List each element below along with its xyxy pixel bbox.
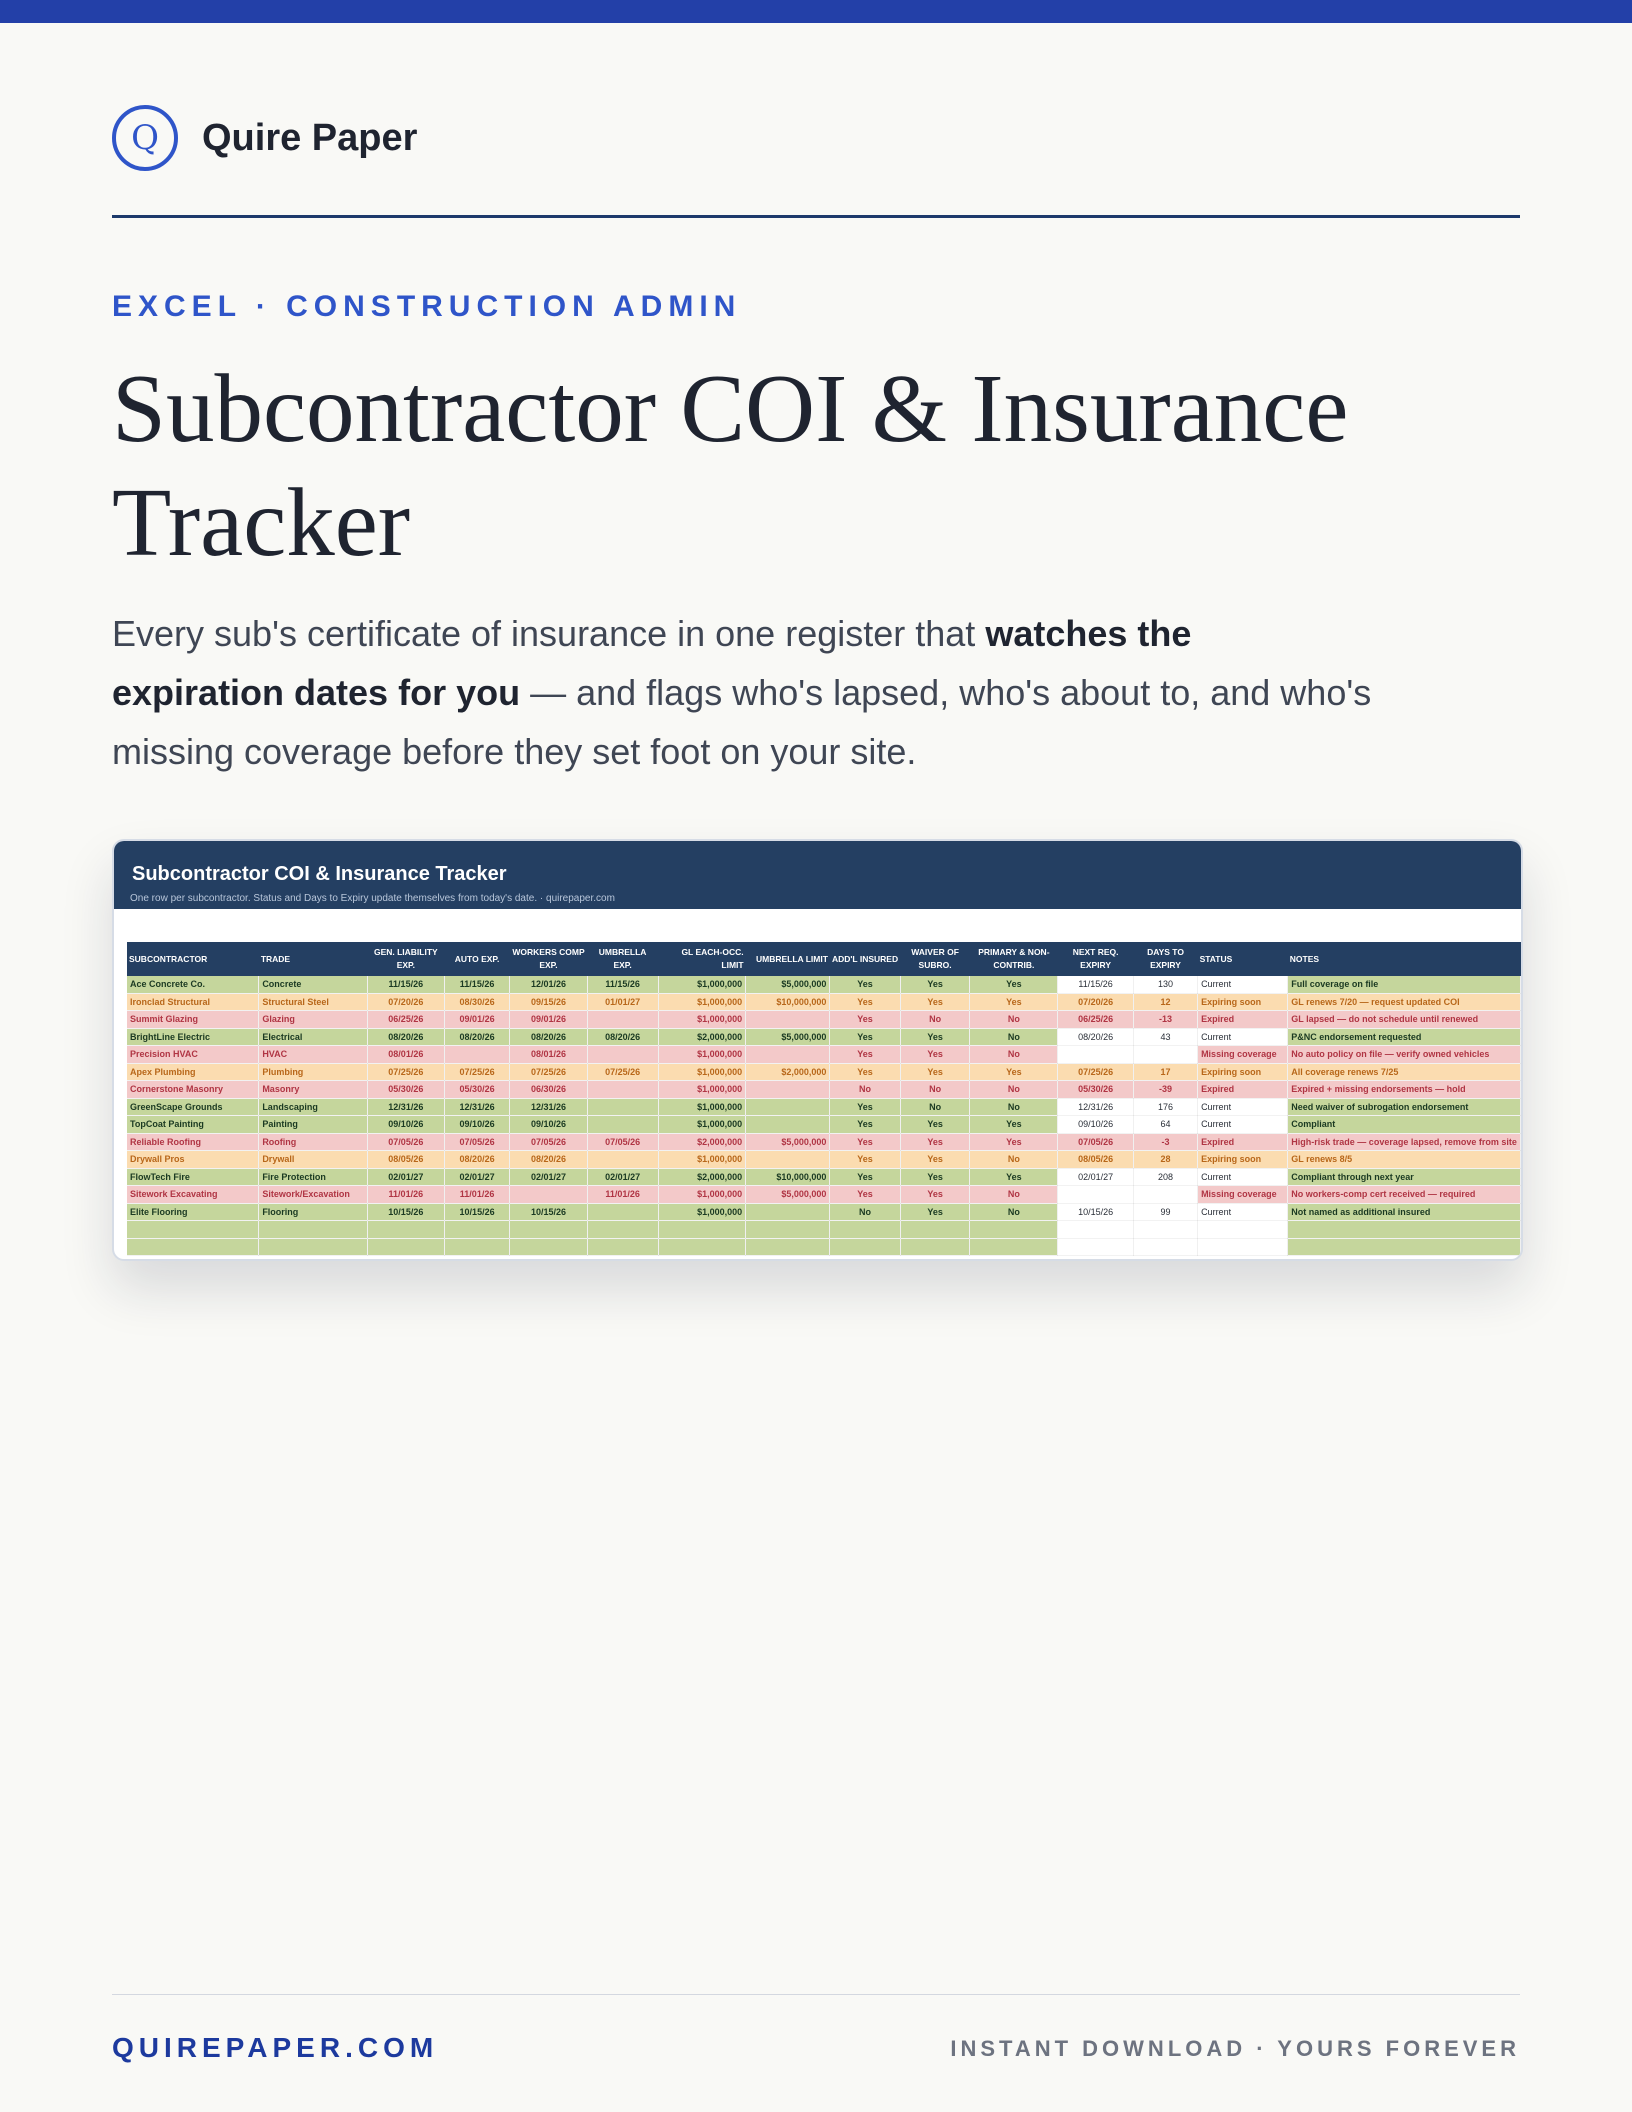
table-cell: $1,000,000 [658, 1081, 746, 1099]
table-cell [746, 1011, 830, 1029]
table-cell: Expiring soon [1198, 993, 1288, 1011]
table-body [127, 976, 1521, 1256]
table-cell: Yes [830, 1046, 900, 1064]
footer-site-link[interactable]: QUIREPAPER.COM [112, 2032, 439, 2063]
table-cell: $10,000,000 [746, 993, 830, 1011]
table-cell: 07/05/26 [510, 1133, 587, 1151]
table-cell: $1,000,000 [658, 1186, 746, 1204]
table-cell: 07/05/26 [444, 1133, 510, 1151]
table-cell [1133, 1186, 1197, 1204]
table-cell: No workers-comp cert received — required [1288, 1186, 1521, 1204]
footer-tagline: INSTANT DOWNLOAD · YOURS FOREVER [950, 2036, 1520, 2061]
table-cell: No auto policy on file — verify owned vehicles [1288, 1046, 1521, 1064]
table-cell: 43 [1133, 1028, 1197, 1046]
table-cell: No [970, 1186, 1058, 1204]
table-cell: Expired [1198, 1081, 1288, 1099]
table-cell: Yes [830, 1151, 900, 1169]
table-cell: No [970, 1046, 1058, 1064]
lede-part1: Every sub's certificate of insurance in one register that [112, 613, 986, 654]
table-cell: Current [1198, 1168, 1288, 1186]
table-cell: 09/10/26 [444, 1116, 510, 1134]
table-cell: Apex Plumbing [127, 1063, 259, 1081]
table-cell [746, 1151, 830, 1169]
table-cell: Painting [259, 1116, 368, 1134]
lede-paragraph [112, 604, 1372, 781]
table-cell: 02/01/27 [1058, 1168, 1134, 1186]
table-cell: 28 [1133, 1151, 1197, 1169]
table-cell: 10/15/26 [367, 1203, 444, 1221]
table-row [127, 976, 1521, 993]
table-cell: Yes [830, 1011, 900, 1029]
table-cell: 07/05/26 [367, 1133, 444, 1151]
table-cell: Plumbing [259, 1063, 368, 1081]
table-cell: 08/01/26 [367, 1046, 444, 1064]
column-header: WORKERS COMP EXP. [510, 942, 587, 976]
table-cell: 09/10/26 [1058, 1116, 1134, 1134]
table-cell: 07/20/26 [367, 993, 444, 1011]
table-cell: $5,000,000 [746, 1028, 830, 1046]
table-cell: 08/30/26 [444, 993, 510, 1011]
table-cell: Yes [830, 1116, 900, 1134]
table-cell: -13 [1133, 1011, 1197, 1029]
table-cell: $2,000,000 [658, 1133, 746, 1151]
table-cell: Current [1198, 1203, 1288, 1221]
table-cell: HVAC [259, 1046, 368, 1064]
table-cell: 07/25/26 [587, 1063, 658, 1081]
table-cell: 09/01/26 [444, 1011, 510, 1029]
table-cell: 11/01/26 [367, 1186, 444, 1204]
table-cell: Missing coverage [1198, 1186, 1288, 1204]
table-cell: No [830, 1081, 900, 1099]
table-cell: Expired [1198, 1133, 1288, 1151]
table-cell: 08/20/26 [444, 1028, 510, 1046]
table-cell: 07/05/26 [1058, 1133, 1134, 1151]
table-cell: Ace Concrete Co. [127, 976, 259, 993]
table-cell: 02/01/27 [587, 1168, 658, 1186]
table-row [127, 1151, 1521, 1169]
table-cell [1058, 1046, 1134, 1064]
table-row [127, 993, 1521, 1011]
table-cell: Reliable Roofing [127, 1133, 259, 1151]
table-cell: Current [1198, 1028, 1288, 1046]
table-cell: Expiring soon [1198, 1151, 1288, 1169]
table-cell: Compliant [1288, 1116, 1521, 1134]
empty-cell [367, 1221, 444, 1239]
table-cell: 02/01/27 [510, 1168, 587, 1186]
table-cell: 07/20/26 [1058, 993, 1134, 1011]
empty-cell [1198, 1221, 1288, 1239]
empty-cell [900, 1221, 970, 1239]
table-cell: 07/25/26 [510, 1063, 587, 1081]
column-header: STATUS [1198, 942, 1288, 976]
table-header [127, 942, 1521, 976]
table-cell: 11/15/26 [444, 976, 510, 993]
table-cell: Roofing [259, 1133, 368, 1151]
column-header: UMBRELLA LIMIT [746, 942, 830, 976]
empty-cell [510, 1238, 587, 1256]
table-cell: 08/05/26 [367, 1151, 444, 1169]
column-header: GL EACH-OCC. LIMIT [658, 942, 746, 976]
table-cell: Yes [900, 1133, 970, 1151]
table-cell: Yes [900, 1168, 970, 1186]
table-cell: $1,000,000 [658, 1011, 746, 1029]
table-cell: BrightLine Electric [127, 1028, 259, 1046]
table-cell [444, 1046, 510, 1064]
empty-cell [970, 1238, 1058, 1256]
brand-name: Quire Paper [202, 116, 418, 159]
table-cell: 130 [1133, 976, 1197, 993]
table-cell: $1,000,000 [658, 1203, 746, 1221]
table-cell: $2,000,000 [746, 1063, 830, 1081]
table-cell [587, 1098, 658, 1116]
empty-cell [1288, 1221, 1521, 1239]
table-cell: Sitework Excavating [127, 1186, 259, 1204]
table-cell: Current [1198, 976, 1288, 993]
table-row [127, 1116, 1521, 1134]
header-divider [112, 215, 1520, 218]
column-header: SUBCONTRACTOR [127, 942, 259, 976]
table-cell: $2,000,000 [658, 1028, 746, 1046]
table-cell: 07/25/26 [444, 1063, 510, 1081]
table-row [127, 1098, 1521, 1116]
empty-cell [1133, 1221, 1197, 1239]
table-row [127, 1168, 1521, 1186]
table-cell: Missing coverage [1198, 1046, 1288, 1064]
table-cell: Yes [900, 993, 970, 1011]
table-cell [587, 1116, 658, 1134]
lede-emphasis: watches the expiration dates for you [112, 613, 1192, 713]
table-cell: No [900, 1081, 970, 1099]
empty-cell [970, 1221, 1058, 1239]
table-cell: TopCoat Painting [127, 1116, 259, 1134]
table-cell: 06/30/26 [510, 1081, 587, 1099]
table-cell [1058, 1186, 1134, 1204]
table-cell: Yes [900, 1116, 970, 1134]
empty-cell [746, 1221, 830, 1239]
table-cell: 11/01/26 [587, 1186, 658, 1204]
table-cell: 05/30/26 [367, 1081, 444, 1099]
table-cell: No [970, 1081, 1058, 1099]
table-cell: 05/30/26 [1058, 1081, 1134, 1099]
table-row [127, 1133, 1521, 1151]
empty-cell [587, 1221, 658, 1239]
table-cell: No [970, 1011, 1058, 1029]
empty-cell [830, 1238, 900, 1256]
table-cell: Yes [970, 1116, 1058, 1134]
table-cell: 08/05/26 [1058, 1151, 1134, 1169]
table-cell: Yes [970, 1133, 1058, 1151]
table-row [127, 1081, 1521, 1099]
table-cell: 08/20/26 [510, 1028, 587, 1046]
table-cell: 09/10/26 [510, 1116, 587, 1134]
table-cell: Yes [830, 1186, 900, 1204]
column-header: GEN. LIABILITY EXP. [367, 942, 444, 976]
table-cell: 05/30/26 [444, 1081, 510, 1099]
table-cell: $1,000,000 [658, 993, 746, 1011]
table-cell: 08/20/26 [367, 1028, 444, 1046]
brand-logo-icon [112, 105, 178, 171]
empty-cell [127, 1221, 259, 1239]
table-cell [510, 1186, 587, 1204]
table-cell: 01/01/27 [587, 993, 658, 1011]
table-cell [587, 1081, 658, 1099]
table-cell: 08/20/26 [444, 1151, 510, 1169]
column-header: AUTO EXP. [444, 942, 510, 976]
table-cell: $5,000,000 [746, 1186, 830, 1204]
table-cell: 12/31/26 [444, 1098, 510, 1116]
empty-cell [1288, 1238, 1521, 1256]
table-cell: Elite Flooring [127, 1203, 259, 1221]
table-cell: 17 [1133, 1063, 1197, 1081]
table-cell: Need waiver of subrogation endorsement [1288, 1098, 1521, 1116]
table-cell: Yes [900, 1046, 970, 1064]
table-row [127, 1186, 1521, 1204]
table-cell [746, 1203, 830, 1221]
table-cell: $1,000,000 [658, 1116, 746, 1134]
table-cell: 176 [1133, 1098, 1197, 1116]
table-cell: 06/25/26 [367, 1011, 444, 1029]
table-cell: Yes [830, 1098, 900, 1116]
table-cell: Yes [970, 1168, 1058, 1186]
table-cell: 12/31/26 [510, 1098, 587, 1116]
table-cell: 11/15/26 [587, 976, 658, 993]
table-cell: 99 [1133, 1203, 1197, 1221]
table-cell: 10/15/26 [1058, 1203, 1134, 1221]
table-cell: FlowTech Fire [127, 1168, 259, 1186]
table-cell: Drywall [259, 1151, 368, 1169]
table-cell: Expiring soon [1198, 1063, 1288, 1081]
table-cell: $2,000,000 [658, 1168, 746, 1186]
table-cell: Yes [970, 993, 1058, 1011]
empty-cell [900, 1238, 970, 1256]
table-cell: Yes [900, 1151, 970, 1169]
table-cell: $5,000,000 [746, 976, 830, 993]
table-cell: 08/20/26 [1058, 1028, 1134, 1046]
table-cell: 12/31/26 [1058, 1098, 1134, 1116]
sheet-subtitle: One row per subcontractor. Status and Days to Expiry update themselves from today's date. · quirepaper.com [130, 893, 615, 904]
column-header: PRIMARY & NON-CONTRIB. [970, 942, 1058, 976]
empty-cell [658, 1238, 746, 1256]
table-cell: No [970, 1028, 1058, 1046]
table-cell: Yes [900, 1203, 970, 1221]
table-cell: Sitework/Excavation [259, 1186, 368, 1204]
column-header: UMBRELLA EXP. [587, 942, 658, 976]
table-cell: Yes [900, 1028, 970, 1046]
table-cell: GL lapsed — do not schedule until renewed [1288, 1011, 1521, 1029]
table-cell: -39 [1133, 1081, 1197, 1099]
table-cell: All coverage renews 7/25 [1288, 1063, 1521, 1081]
table-cell: 12/01/26 [510, 976, 587, 993]
table-cell: Drywall Pros [127, 1151, 259, 1169]
logo-letter: Q [131, 118, 159, 158]
table-cell: Concrete [259, 976, 368, 993]
table-cell: GL renews 8/5 [1288, 1151, 1521, 1169]
table-cell: Not named as additional insured [1288, 1203, 1521, 1221]
table-cell: Expired + missing endorsements — hold [1288, 1081, 1521, 1099]
table-cell: GL renews 7/20 — request updated COI [1288, 993, 1521, 1011]
table-cell: $1,000,000 [658, 976, 746, 993]
table-cell: Yes [970, 1063, 1058, 1081]
table-cell: Current [1198, 1116, 1288, 1134]
table-cell: 11/01/26 [444, 1186, 510, 1204]
table-cell: 08/01/26 [510, 1046, 587, 1064]
empty-cell [259, 1221, 368, 1239]
footer-divider [112, 1994, 1520, 1995]
table-cell: Structural Steel [259, 993, 368, 1011]
table-cell: Current [1198, 1098, 1288, 1116]
table-cell: High-risk trade — coverage lapsed, remove from site [1288, 1133, 1521, 1151]
table-cell: No [900, 1011, 970, 1029]
lede-part2: — and flags who's lapsed, who's about to, and who's missing coverage before they set foot on your site. [112, 672, 1372, 772]
table-cell: 07/25/26 [1058, 1063, 1134, 1081]
empty-row [127, 1221, 1521, 1239]
empty-cell [1198, 1238, 1288, 1256]
table-cell: 07/25/26 [367, 1063, 444, 1081]
column-header: DAYS TO EXPIRY [1133, 942, 1197, 976]
table-row [127, 1046, 1521, 1064]
table-cell: 09/15/26 [510, 993, 587, 1011]
table-cell: $1,000,000 [658, 1098, 746, 1116]
table-cell: 09/10/26 [367, 1116, 444, 1134]
table-cell: Yes [830, 993, 900, 1011]
empty-row [127, 1238, 1521, 1256]
sheet-title: Subcontractor COI & Insurance Tracker [132, 863, 507, 885]
tracker-table [127, 942, 1521, 1256]
empty-cell [259, 1238, 368, 1256]
table-cell: No [970, 1098, 1058, 1116]
table-cell: Fire Protection [259, 1168, 368, 1186]
table-cell: Precision HVAC [127, 1046, 259, 1064]
table-cell: No [830, 1203, 900, 1221]
table-cell: Yes [830, 1063, 900, 1081]
empty-cell [510, 1221, 587, 1239]
table-cell: Yes [970, 976, 1058, 993]
table-cell: 11/15/26 [1058, 976, 1134, 993]
table-cell: Masonry [259, 1081, 368, 1099]
table-cell: P&NC endorsement requested [1288, 1028, 1521, 1046]
empty-cell [658, 1221, 746, 1239]
table-cell: 64 [1133, 1116, 1197, 1134]
table-cell [1133, 1046, 1197, 1064]
table-cell [746, 1046, 830, 1064]
empty-cell [830, 1221, 900, 1239]
table-row [127, 1028, 1521, 1046]
table-cell: $1,000,000 [658, 1063, 746, 1081]
top-accent-bar [0, 0, 1632, 23]
table-cell: Flooring [259, 1203, 368, 1221]
table-cell: 11/15/26 [367, 976, 444, 993]
table-cell: Full coverage on file [1288, 976, 1521, 993]
table-cell [587, 1151, 658, 1169]
table-cell: $1,000,000 [658, 1046, 746, 1064]
column-header: NOTES [1288, 942, 1521, 976]
table-cell [587, 1011, 658, 1029]
empty-cell [367, 1238, 444, 1256]
table-cell: Summit Glazing [127, 1011, 259, 1029]
empty-cell [444, 1221, 510, 1239]
table-cell: 12/31/26 [367, 1098, 444, 1116]
empty-cell [587, 1238, 658, 1256]
empty-cell [1133, 1238, 1197, 1256]
column-header: NEXT REQ. EXPIRY [1058, 942, 1134, 976]
table-cell: No [970, 1151, 1058, 1169]
empty-cell [1058, 1221, 1134, 1239]
table-cell [746, 1081, 830, 1099]
table-cell: Yes [830, 1028, 900, 1046]
table-cell: Cornerstone Masonry [127, 1081, 259, 1099]
empty-cell [127, 1238, 259, 1256]
table-cell: Electrical [259, 1028, 368, 1046]
empty-cell [746, 1238, 830, 1256]
table-cell: 08/20/26 [510, 1151, 587, 1169]
column-header: ADD'L INSURED [830, 942, 900, 976]
table-cell: GreenScape Grounds [127, 1098, 259, 1116]
table-cell: Yes [900, 1186, 970, 1204]
table-cell: Landscaping [259, 1098, 368, 1116]
table-cell: Yes [900, 1063, 970, 1081]
table-cell: $5,000,000 [746, 1133, 830, 1151]
table-cell: Compliant through next year [1288, 1168, 1521, 1186]
page-title: Subcontractor COI & Insurance Tracker [112, 355, 1349, 576]
empty-cell [444, 1238, 510, 1256]
table-cell: Yes [830, 1168, 900, 1186]
table-cell: 02/01/27 [367, 1168, 444, 1186]
table-cell [587, 1046, 658, 1064]
table-cell: 10/15/26 [444, 1203, 510, 1221]
table-cell: 06/25/26 [1058, 1011, 1134, 1029]
table-cell: Expired [1198, 1011, 1288, 1029]
table-cell: 07/05/26 [587, 1133, 658, 1151]
table-cell: Yes [830, 1133, 900, 1151]
table-row [127, 1063, 1521, 1081]
table-cell: $1,000,000 [658, 1151, 746, 1169]
table-cell: Ironclad Structural [127, 993, 259, 1011]
table-cell: 02/01/27 [444, 1168, 510, 1186]
table-cell: $10,000,000 [746, 1168, 830, 1186]
table-cell: 09/01/26 [510, 1011, 587, 1029]
brand[interactable] [112, 102, 417, 174]
table-cell [746, 1116, 830, 1134]
table-cell: 10/15/26 [510, 1203, 587, 1221]
table-cell: No [970, 1203, 1058, 1221]
table-cell: Yes [900, 976, 970, 993]
table-row [127, 1203, 1521, 1221]
spreadsheet-preview [112, 839, 1523, 1261]
table-row [127, 1011, 1521, 1029]
column-header: WAIVER OF SUBRO. [900, 942, 970, 976]
table-cell: -3 [1133, 1133, 1197, 1151]
table-cell: 208 [1133, 1168, 1197, 1186]
table-cell: No [900, 1098, 970, 1116]
column-header: TRADE [259, 942, 368, 976]
table-cell: Yes [830, 976, 900, 993]
table-cell [746, 1098, 830, 1116]
empty-cell [1058, 1238, 1134, 1256]
table-cell: Glazing [259, 1011, 368, 1029]
table-cell: 12 [1133, 993, 1197, 1011]
category-eyebrow: EXCEL · CONSTRUCTION ADMIN [112, 290, 742, 323]
table-cell [587, 1203, 658, 1221]
table-cell: 08/20/26 [587, 1028, 658, 1046]
sheet-header-band [114, 841, 1521, 909]
